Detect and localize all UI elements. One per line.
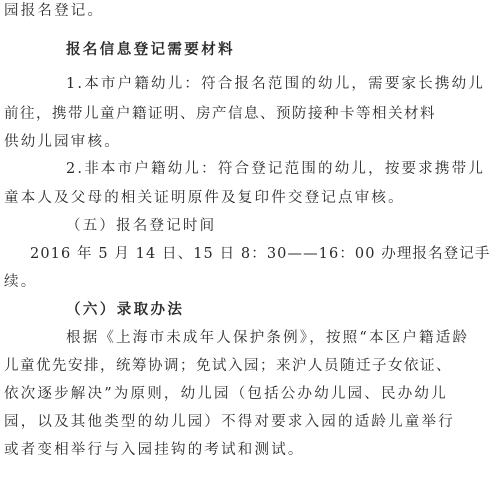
time-line-2: 续。	[4, 274, 38, 290]
intro-tail-text: 园报名登记。	[4, 3, 105, 19]
materials-heading: 报名信息登记需要材料	[66, 41, 235, 58]
admission-heading: （六）录取办法	[66, 301, 185, 318]
admission-line-2: 儿童优先安排，统筹协调；免试入园；来沪人员随迁子女依证、	[4, 358, 452, 374]
item1-line-2: 前往，携带儿童户籍证明、房产信息、预防接种卡等相关材料	[4, 106, 436, 122]
admission-line-4: 园，以及其他类型的幼儿园）不得对要求入园的适龄儿童举行	[4, 414, 455, 430]
admission-line-1: 根据《上海市未成年人保护条例》，按照“本区户籍适龄	[66, 330, 470, 346]
time-heading: （五）报名登记时间	[66, 218, 217, 234]
item1-line-1: 1.本市户籍幼儿：符合报名范围的幼儿，需要家长携幼儿	[66, 76, 486, 92]
time-line-1: 2016 年 5 月 14 日、15 日 8：30——16：00 办理报名登记手	[30, 246, 491, 262]
item1-line-3: 供幼儿园审核。	[4, 134, 121, 150]
admission-line-3: 依次逐步解决”为原则，幼儿园（包括公办幼儿园、民办幼儿	[4, 386, 448, 402]
item2-line-1: 2.非本市户籍幼儿：符合登记范围的幼儿，按要求携带儿	[66, 161, 486, 177]
admission-line-5: 或者变相举行与入园挂钩的考试和测试。	[4, 442, 305, 458]
item2-line-2: 童本人及父母的相关证明原件及复印件交登记点审核。	[4, 190, 405, 206]
